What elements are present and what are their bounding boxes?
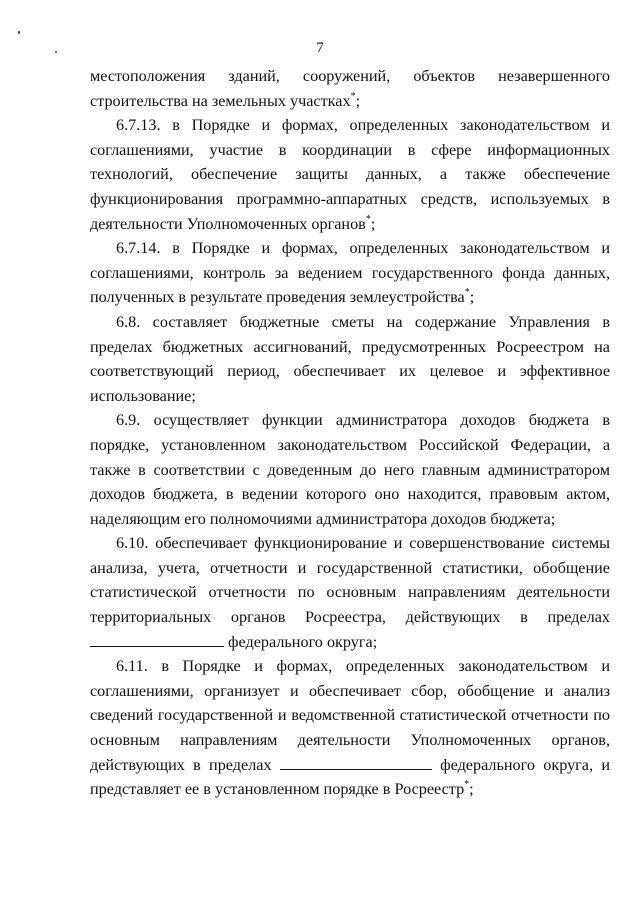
scan-speck — [18, 31, 20, 34]
paragraph-text-after: федерального округа, и представляет ее в установленном порядке в Росреестр — [90, 755, 610, 799]
paragraph-continuation — [90, 64, 610, 113]
paragraph-text: 6.7.14. в Порядке и формах, определенных законодательством и соглашениями, контроль за ведением государственного фонда данных, полученных в результате проведения землеустройства — [90, 239, 610, 307]
footnote-marker: * — [365, 213, 371, 225]
footnote-marker: * — [350, 90, 356, 102]
paragraph-6-7-13 — [90, 113, 610, 236]
paragraph-text: местоположения зданий, сооружений, объектов незавершенного строительства на земельных участках — [90, 67, 610, 110]
paragraph-tail: ; — [355, 91, 361, 110]
paragraph-text: 6.9. осуществляет функции администратора доходов бюджета в порядке, установленном законодательством Российской Федерации, а также в соответствии с доведенным до него главным администратором доходов бюджета, в ведении которого оно находится, правовым актом, наделяющим его полномочиями администратора доходов бюджета; — [90, 411, 610, 528]
paragraph-tail: ; — [469, 780, 474, 799]
footnote-marker: * — [464, 287, 470, 299]
blank-field-federal-district — [90, 630, 224, 647]
footnote-marker: * — [464, 779, 470, 791]
paragraph-6-9 — [90, 408, 610, 531]
blank-field-federal-district — [280, 753, 432, 770]
paragraph-text: 6.11. в Порядке и формах, определенных законодательством и соглашениями, организует и обеспечивает сбор, обобщение и анализ сведений государственной и ведомственной статистической отчетности по основным направлениям деятельности Уполномоченных органов, действующих в пределах — [90, 657, 610, 774]
paragraph-text-after: федерального округа; — [228, 632, 378, 651]
paragraph-tail: ; — [370, 214, 376, 233]
paragraph-text: 6.7.13. в Порядке и формах, определенных законодательством и соглашениями, участие в координации в сфере информационных технологий, обеспечение защиты данных, а также обеспечение функционирования программно-аппаратных средств, используемых в деятельности Уполномоченных органов — [90, 116, 610, 233]
document-body — [90, 64, 610, 802]
paragraph-tail: ; — [469, 288, 475, 307]
paragraph-6-8 — [90, 310, 610, 408]
paragraph-text: 6.10. обеспечивает функционирование и совершенствование системы анализа, учета, отчетности и государственной статистики, обобщение статистической отчетности по основным направлениям деятельности территориальных органов Росреестра, действующих в пределах — [90, 534, 610, 627]
page-number: 7 — [316, 40, 324, 56]
paragraph-6-7-14 — [90, 236, 610, 310]
paragraph-6-11 — [90, 654, 610, 802]
paragraph-6-10 — [90, 531, 610, 654]
paragraph-text: 6.8. составляет бюджетные сметы на содержание Управления в пределах бюджетных ассигнований, предусмотренных Росреестром на соответствующий период, обеспечивает их целевое и эффективное использование; — [90, 312, 610, 405]
